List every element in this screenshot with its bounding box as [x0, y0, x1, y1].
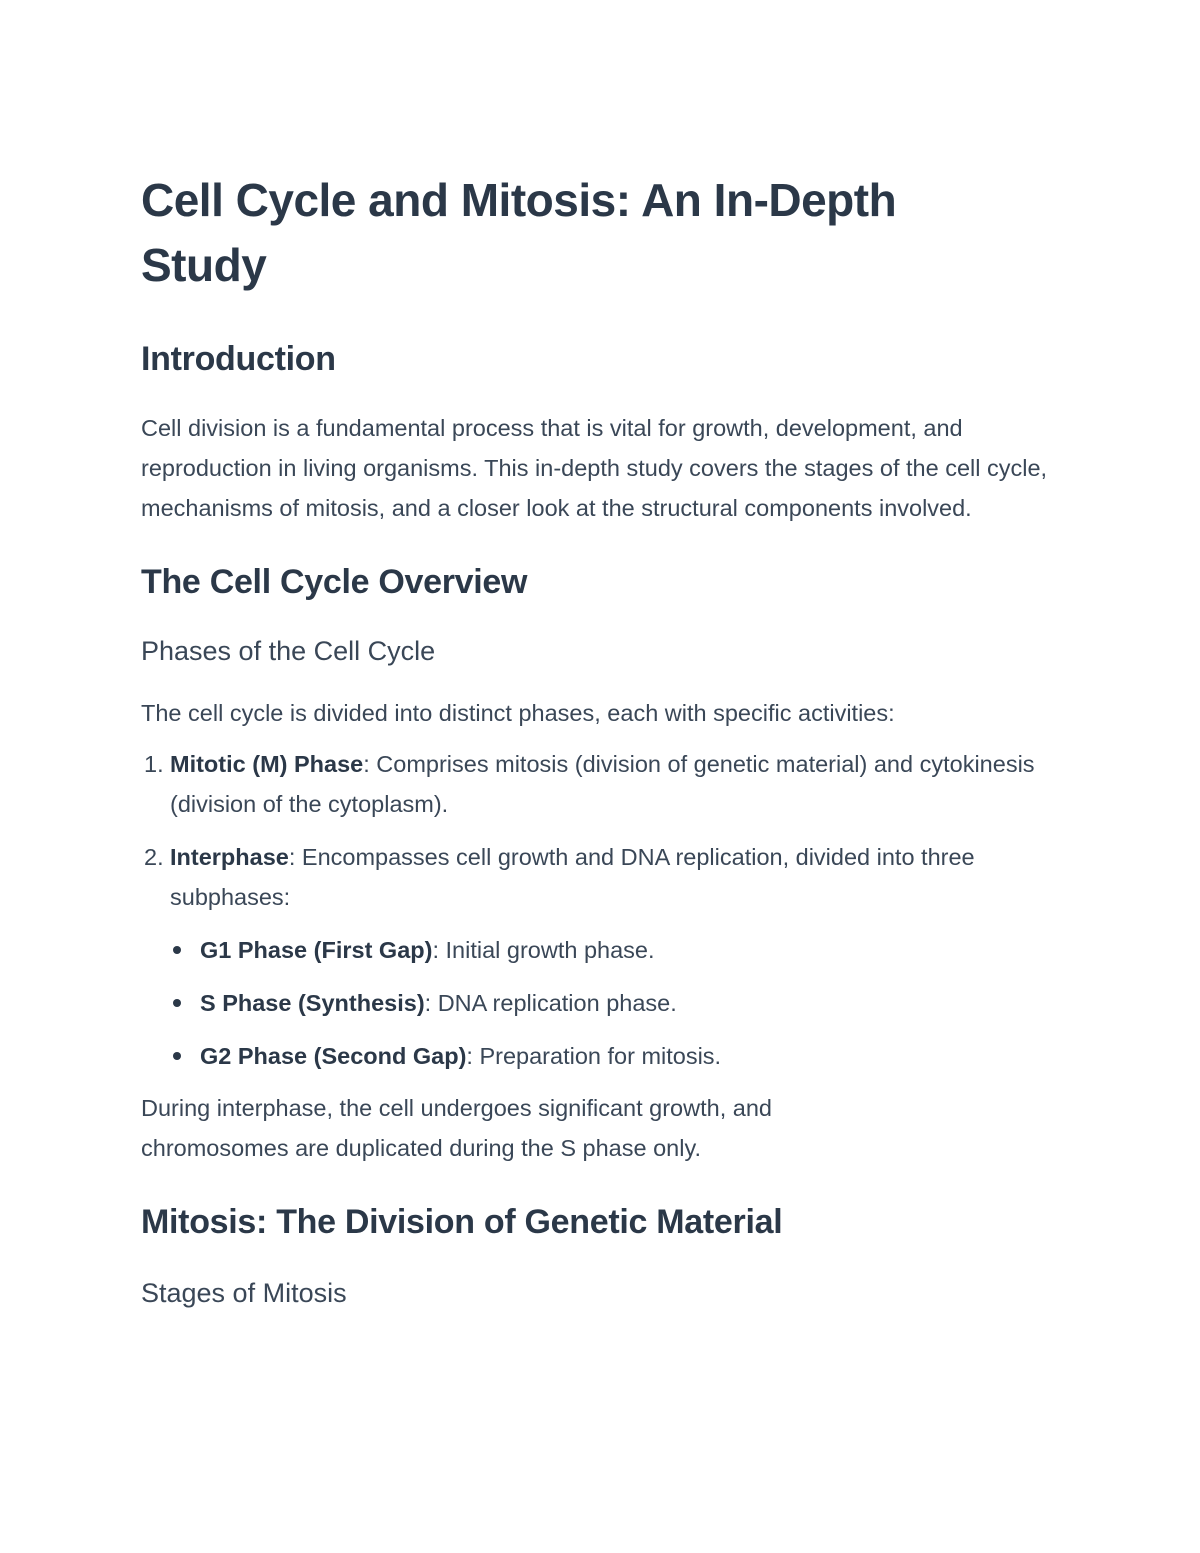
interphase-closing-paragraph: During interphase, the cell undergoes significant growth, and chromosomes are duplicated during the S phase only. — [141, 1095, 772, 1161]
list-item — [141, 837, 1061, 917]
list-number: 1. — [144, 751, 164, 777]
list-item — [141, 1036, 1071, 1076]
subphase-description: : DNA replication phase. — [424, 990, 677, 1016]
phase-description: : Comprises mitosis (division of genetic material) and cytokinesis (division of the cytoplasm). — [170, 751, 1035, 817]
bullet-icon — [173, 946, 181, 954]
phases-lead-paragraph: The cell cycle is divided into distinct phases, each with specific activities: — [141, 700, 895, 726]
phase-description: : Encompasses cell growth and DNA replication, divided into three subphases: — [170, 844, 975, 910]
introduction-heading: Introduction — [141, 340, 336, 378]
phase-term: Mitotic (M) Phase — [170, 751, 364, 777]
cell-cycle-overview-heading: The Cell Cycle Overview — [141, 563, 528, 601]
subphase-term: S Phase (Synthesis) — [200, 990, 425, 1016]
document-page — [141, 168, 1071, 1311]
stages-of-mitosis-subheading: Stages of Mitosis — [141, 1278, 347, 1308]
subphase-description: : Initial growth phase. — [432, 937, 655, 963]
subphase-term: G1 Phase (First Gap) — [200, 937, 433, 963]
subphases-list — [141, 930, 1071, 1076]
list-item — [141, 983, 1071, 1023]
subphase-term: G2 Phase (Second Gap) — [200, 1043, 467, 1069]
phases-subheading: Phases of the Cell Cycle — [141, 636, 436, 666]
introduction-paragraph: Cell division is a fundamental process that is vital for growth, development, and reproduction in living organisms. This in-depth study covers the stages of the cell cycle, mechanisms of mitosis, and a closer look at the structural components involved. — [141, 415, 1048, 521]
mitosis-heading: Mitosis: The Division of Genetic Material — [141, 1203, 783, 1241]
list-item — [141, 930, 1071, 970]
phases-list — [141, 744, 1061, 917]
bullet-icon — [173, 999, 181, 1007]
bullet-icon — [173, 1052, 181, 1060]
list-number: 2. — [144, 844, 164, 870]
subphase-description: : Preparation for mitosis. — [466, 1043, 722, 1069]
phase-term: Interphase — [170, 844, 289, 870]
document-title: Cell Cycle and Mitosis: An In-Depth Study — [141, 174, 897, 291]
list-item — [141, 744, 1061, 824]
